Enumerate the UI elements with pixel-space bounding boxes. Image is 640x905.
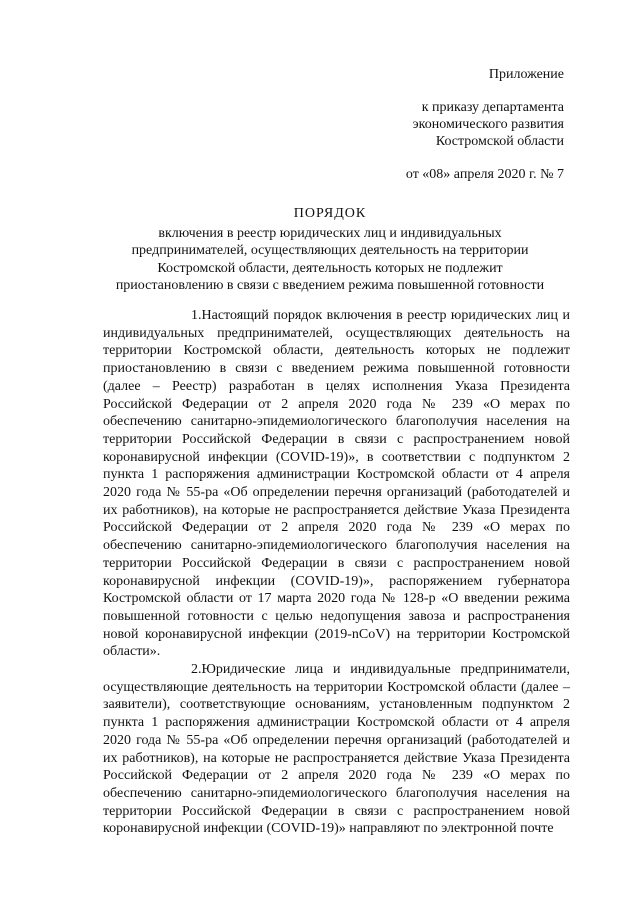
appendix-label: Приложение — [488, 67, 564, 82]
document-title: ПОРЯДОК — [293, 206, 367, 221]
paragraph-number: 1. — [191, 308, 202, 323]
appendix-header — [406, 66, 564, 183]
paragraph-2 — [103, 661, 570, 838]
document-subtitle: включения в реестр юридических лиц и индивидуальных предпринимателей, осуществляющих деятельность на территории Костромской области, деятельность которых не подлежит приостановлению в связи с введением режима повышенной готовности — [115, 225, 545, 293]
paragraph-text: Юридические лица и индивидуальные предприниматели, осуществляющие деятельность на территории Костромской области (далее – заявители), соответствующие основаниям, установленным подпунктом 2 пункта 1 распоряжения администрации Костромской области от 4 апреля 2020 года № 55-ра «Об определении перечня организаций (работодателей и их работников), на которые не распространяется действие Указа Президента Российской Федерации от 2 апреля 2020 года № 239 «О мерах по обеспечению санитарно-эпидемиологического благополучия населения на территории Российской Федерации в связи с распространением новой коронавирусной инфекции (COVID-19)» направляют по электронной почте — [103, 662, 570, 837]
title-block — [100, 205, 560, 295]
order-reference-line-2: экономического развития — [412, 117, 564, 132]
paragraph-text: Настоящий порядок включения в реестр юридических лиц и индивидуальных предпринимателей, осуществляющих деятельность на территории Костромской области, деятельность которых не подлежит приостановлению в связи с введением режима повышенной готовности (далее – Реестр) разработан в целях исполнения Указа Президента Российской Федерации от 2 апреля 2020 года № 239 «О мерах по обеспечению санитарно-эпидемиологического благополучия населения на территории Российской Федерации в связи с распространением новой коронавирусной инфекции (COVID-19)», в соответствии с подпунктом 2 пункта 1 распоряжения администрации Костромской области от 4 апреля 2020 года № 55-ра «Об определении перечня организаций (работодателей и их работников), на которые не распространяется действие Указа Президента Российской Федерации от 2 апреля 2020 года № 239 «О мерах по обеспечению санитарно-эпидемиологического благополучия населения на территории Российской Федерации в связи с распространением новой коронавирусной инфекции (COVID-19)», распоряжением губернатора Костромской области от 17 марта 2020 года № 128-р «О введении режима повышенной готовности с целью недопущения завоза и распространения новой коронавирусной инфекции (2019-nCoV) на территории Костромской области». — [103, 308, 570, 660]
paragraph-number: 2. — [191, 662, 202, 678]
order-reference-line-3: Костромской области — [435, 134, 564, 149]
order-reference-line-1: к приказу департамента — [421, 100, 564, 115]
document-body — [103, 307, 570, 838]
paragraph-1 — [103, 307, 570, 661]
order-date: от «08» апреля 2020 г. № 7 — [405, 167, 564, 182]
